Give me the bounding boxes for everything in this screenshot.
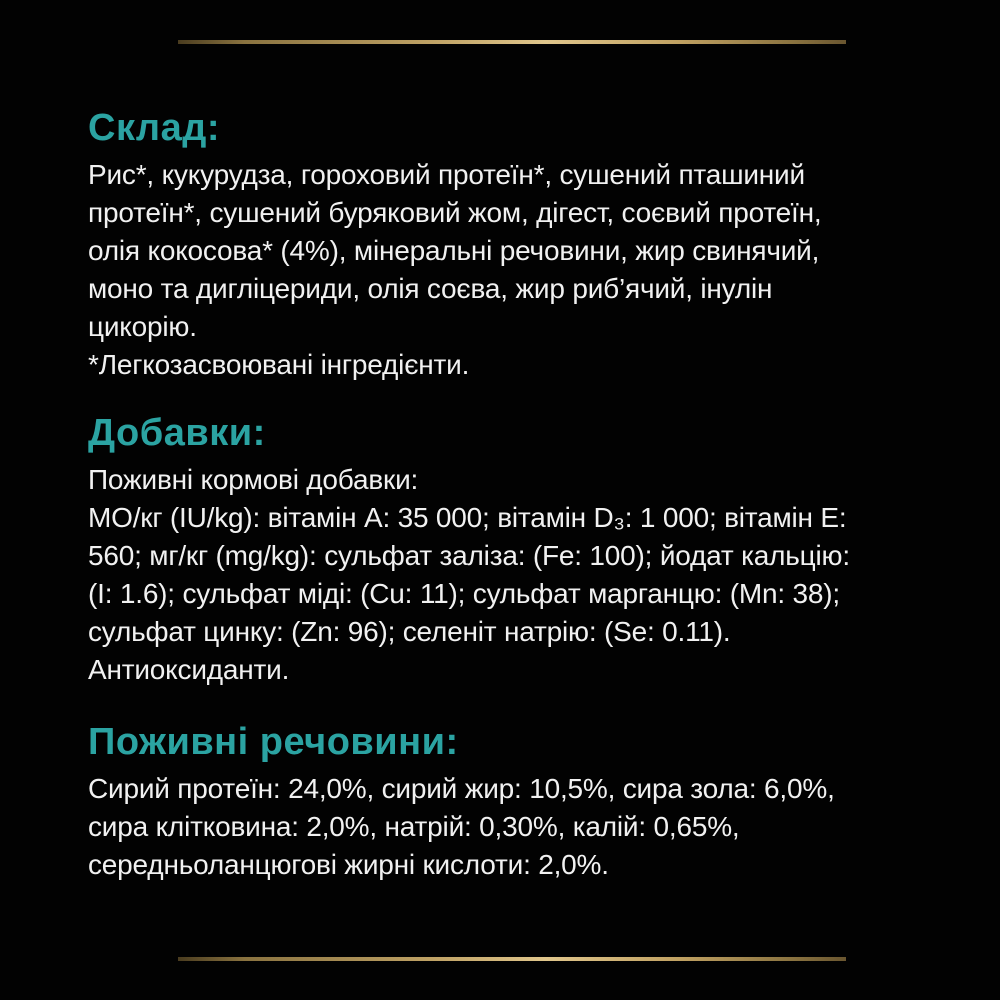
text-line: Сирий протеїн: 24,0%, сирий жир: 10,5%, сира зола: 6,0%, bbox=[88, 773, 835, 804]
text-line: середньоланцюгові жирні кислоти: 2,0%. bbox=[88, 849, 609, 880]
text-line: Поживні кормові добавки: bbox=[88, 464, 419, 495]
text-line: протеїн*, сушений буряковий жом, дігест, соєвий протеїн, bbox=[88, 197, 822, 228]
text-line: моно та дигліцериди, олія соєва, жир риб’ячий, інулін bbox=[88, 273, 773, 304]
text-line: МО/кг (IU/kg): вітамін A: 35 000; вітамін D₃: 1 000; вітамін E: bbox=[88, 502, 847, 533]
composition-heading: Склад: bbox=[88, 107, 220, 149]
gold-divider-bottom bbox=[178, 957, 846, 961]
section-nutrients bbox=[88, 719, 928, 884]
section-additives bbox=[88, 410, 928, 689]
nutrients-text bbox=[88, 770, 928, 884]
text-line: Рис*, кукурудза, гороховий протеїн*, сушений пташиний bbox=[88, 159, 805, 190]
text-line: сульфат цинку: (Zn: 96); селеніт натрію: (Se: 0.11). bbox=[88, 616, 731, 647]
text-line: олія кокосова* (4%), мінеральні речовини, жир свинячий, bbox=[88, 235, 820, 266]
label-text-content bbox=[88, 105, 928, 884]
section-composition bbox=[88, 105, 928, 384]
text-line: Антиоксиданти. bbox=[88, 654, 290, 685]
gold-divider-top bbox=[178, 40, 846, 44]
composition-footnote: *Легкозасвоювані інгредієнти. bbox=[88, 349, 470, 380]
composition-text bbox=[88, 156, 928, 346]
text-line: (I: 1.6); сульфат міді: (Cu: 11); сульфат марганцю: (Mn: 38); bbox=[88, 578, 840, 609]
text-line: цикорію. bbox=[88, 311, 197, 342]
additives-text bbox=[88, 461, 928, 689]
text-line: сира клітковина: 2,0%, натрій: 0,30%, калій: 0,65%, bbox=[88, 811, 740, 842]
text-line: 560; мг/кг (mg/kg): сульфат заліза: (Fe: 100); йодат кальцію: bbox=[88, 540, 850, 571]
additives-heading: Добавки: bbox=[88, 412, 266, 454]
nutrients-heading: Поживні речовини: bbox=[88, 721, 459, 763]
